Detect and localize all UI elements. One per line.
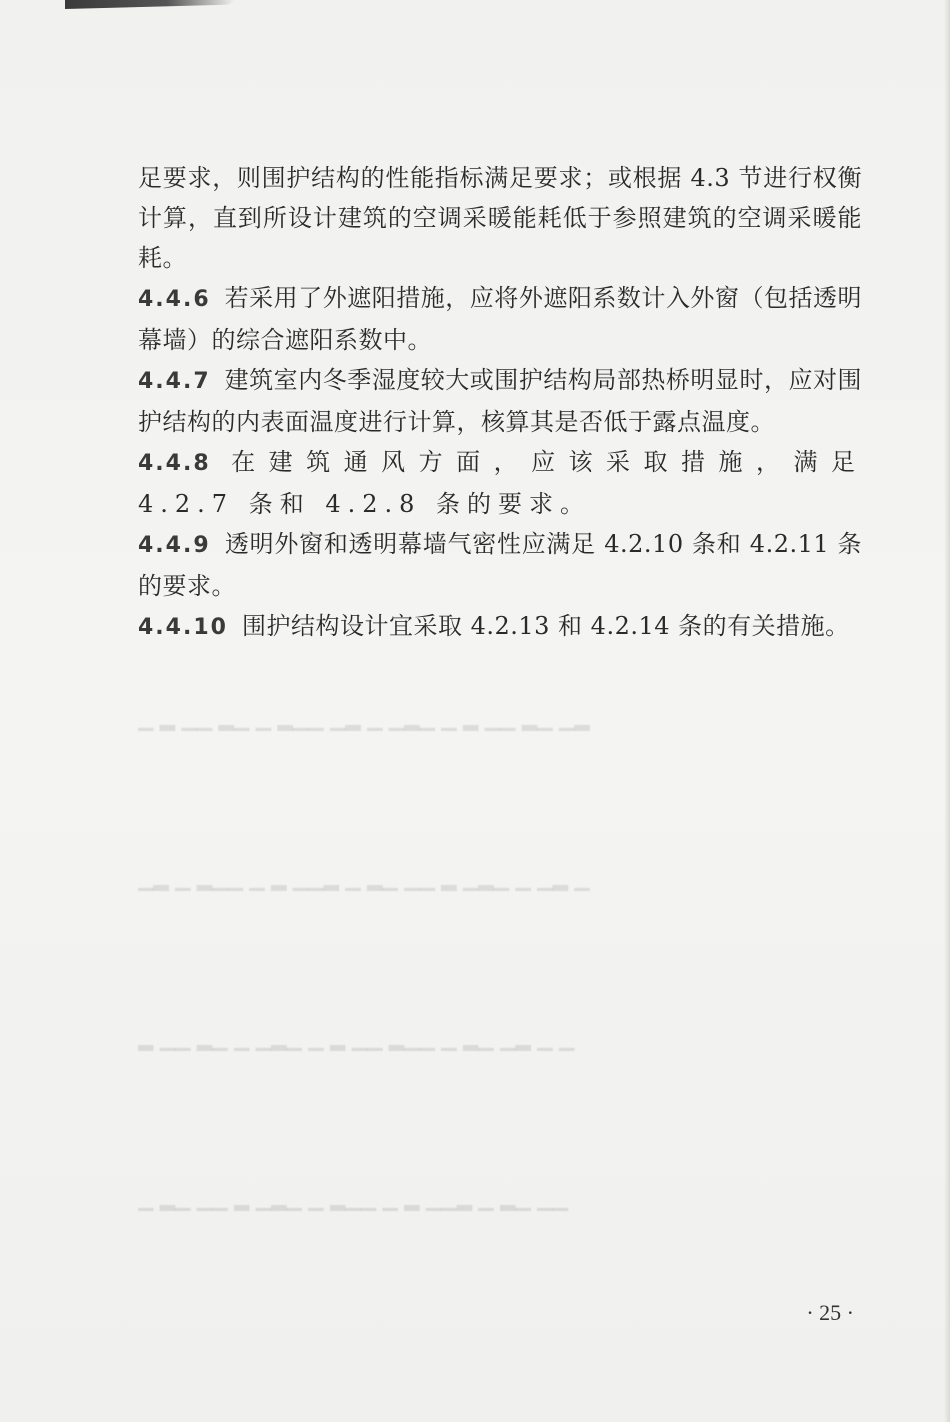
clause-number: 4.4.8 (138, 451, 211, 476)
clause-4-4-10 (138, 606, 862, 648)
bleed-through-texture: ▂ ▁▁ ▂▁ ▁ ▁▂▁ ▁ ▂ ▁▁ ▂▁▁ ▁ ▂▁ ▁▂ ▁ ▁ (138, 1027, 575, 1051)
page-number: · 25 · (806, 1300, 854, 1325)
clause-number: 4.4.10 (138, 615, 228, 640)
clause-4-4-8 (138, 442, 862, 524)
clause-4-4-7 (138, 360, 862, 442)
clause-number: 4.4.7 (138, 369, 211, 394)
scan-edge-shadow (65, 0, 235, 9)
paragraph-text: 足要求，则围护结构的性能指标满足要求；或根据 4.3 节进行权衡计算，直到所设计建筑的空调采暖能耗低于参照建筑的空调采暖能耗。 (138, 164, 862, 272)
clause-4-4-9 (138, 524, 862, 606)
clause-number: 4.4.6 (138, 287, 211, 312)
clause-text: 围护结构设计宜采取 4.2.13 和 4.2.14 条的有关措施。 (241, 612, 850, 640)
bleed-through-texture: ▁ ▂ ▁▁ ▂▁ ▁ ▂▁▁ ▁▂ ▁ ▁▂▁ ▁ ▂ ▁▁ ▂▁ ▁▂ (138, 707, 590, 731)
clause-text: 建筑室内冬季湿度较大或围护结构局部热桥明显时，应对围护结构的内表面温度进行计算，核算其是否低于露点温度。 (138, 366, 862, 436)
clause-text: 在建筑通风方面，应该采取措施，满足 4.2.7 条和 4.2.8 条的要求。 (138, 448, 862, 518)
clause-4-4-6 (138, 278, 862, 360)
paragraph-continued (138, 158, 862, 278)
bleed-through-texture: ▁ ▂▁ ▁▁ ▂ ▁▂▁ ▁ ▂▁▁ ▁ ▂ ▁▁▂ ▁ ▂▁ ▁▁ (138, 1187, 569, 1211)
clause-text: 透明外窗和透明幕墙气密性应满足 4.2.10 条和 4.2.11 条的要求。 (138, 530, 862, 600)
page-body (138, 158, 862, 648)
clause-number: 4.4.9 (138, 533, 211, 558)
clause-text: 若采用了外遮阳措施，应将外遮阳系数计入外窗（包括透明幕墙）的综合遮阳系数中。 (138, 284, 862, 354)
bleed-through-texture: ▁▂ ▁ ▂▁▁ ▁ ▂ ▁▁▂ ▁ ▂▁ ▁▁ ▂ ▁▂▁ ▁ ▁▂ ▁ (138, 867, 590, 891)
page-edge (944, 0, 950, 1422)
